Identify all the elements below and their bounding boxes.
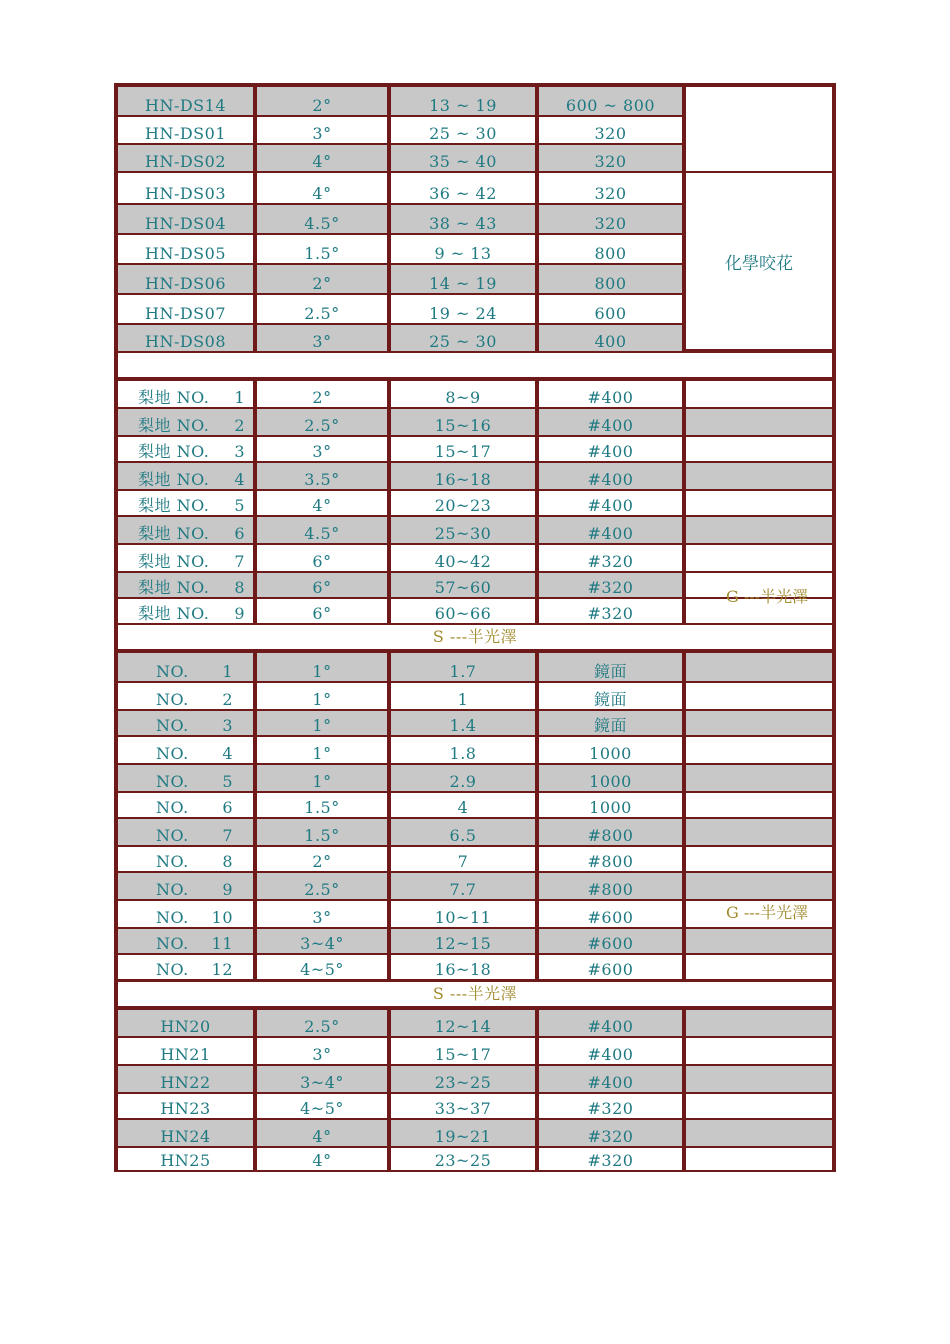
table-row [116, 817, 834, 847]
table-row [116, 1036, 834, 1066]
depth-cell: 9 ~ 13 [389, 233, 537, 265]
depth-cell: 7 [389, 845, 537, 873]
depth-cell: 14 ~ 19 [389, 263, 537, 295]
name-cell [116, 379, 255, 409]
name-prefix: 梨地 NO. [138, 604, 210, 623]
angle-cell: 1.5° [255, 233, 389, 265]
grit-cell: 320 [537, 171, 684, 205]
depth-cell: 8~9 [389, 379, 537, 409]
note-cell [684, 543, 834, 573]
name-cell: HN23 [116, 1092, 255, 1120]
note-cell [684, 1092, 834, 1120]
name-cell: HN21 [116, 1036, 255, 1066]
grit-cell: #320 [537, 1092, 684, 1120]
grit-cell: 1000 [537, 763, 684, 793]
table-row [116, 953, 834, 981]
name-prefix: NO. [156, 744, 189, 763]
name-cell [116, 407, 255, 437]
angle-cell: 2.5° [255, 1008, 389, 1038]
texture-spec-table [114, 83, 836, 1172]
depth-cell: 36 ~ 42 [389, 171, 537, 205]
angle-cell: 2.5° [255, 871, 389, 901]
name-prefix: 梨地 NO. [138, 470, 210, 489]
depth-cell: 23~25 [389, 1146, 537, 1172]
angle-cell: 3° [255, 323, 389, 353]
table-row [116, 1064, 834, 1094]
angle-cell: 4° [255, 1146, 389, 1172]
table-row [116, 927, 834, 955]
angle-cell: 1° [255, 763, 389, 793]
s-gloss-label: S ---半光澤 [432, 627, 518, 646]
grit-cell: #800 [537, 817, 684, 847]
grit-cell: #600 [537, 899, 684, 929]
name-cell [116, 845, 255, 873]
grit-cell: 400 [537, 323, 684, 353]
note-cell [684, 681, 834, 711]
table-row [116, 1118, 834, 1148]
table-row [116, 651, 834, 683]
table-row [116, 735, 834, 765]
name-number: 4 [234, 470, 245, 489]
angle-cell: 1.5° [255, 817, 389, 847]
depth-cell: 16~18 [389, 953, 537, 981]
table-row [116, 461, 834, 491]
section-b-gloss-note: G ---半光澤 [726, 587, 809, 606]
name-number: 6 [234, 524, 245, 543]
name-prefix: NO. [156, 934, 189, 953]
depth-cell: 12~15 [389, 927, 537, 955]
name-prefix: NO. [156, 908, 189, 927]
angle-cell: 4~5° [255, 953, 389, 981]
grit-cell: #400 [537, 1036, 684, 1066]
name-number: 2 [234, 416, 245, 435]
angle-cell: 1° [255, 651, 389, 683]
depth-cell: 19 ~ 24 [389, 293, 537, 325]
name-prefix: 梨地 NO. [138, 496, 210, 515]
grit-cell: 鏡面 [537, 681, 684, 711]
name-cell: HN24 [116, 1118, 255, 1148]
angle-cell: 3° [255, 1036, 389, 1066]
note-cell [684, 407, 834, 437]
name-prefix: NO. [156, 826, 189, 845]
grit-cell: #400 [537, 435, 684, 463]
grit-cell: 800 [537, 263, 684, 295]
name-cell: HN-DS14 [116, 85, 255, 117]
depth-cell: 25 ~ 30 [389, 323, 537, 353]
s-gloss-label-2: S ---半光澤 [432, 984, 518, 1003]
note-cell [684, 763, 834, 793]
grit-cell: #400 [537, 407, 684, 437]
angle-cell: 4° [255, 489, 389, 517]
name-number: 8 [234, 578, 245, 597]
table-row [116, 845, 834, 873]
name-prefix: NO. [156, 690, 189, 709]
angle-cell: 2° [255, 263, 389, 295]
angle-cell: 3.5° [255, 461, 389, 491]
grit-cell: #400 [537, 515, 684, 545]
angle-cell: 4° [255, 143, 389, 173]
depth-cell: 1.7 [389, 651, 537, 683]
note-cell [684, 845, 834, 873]
separator-row-s [116, 623, 834, 651]
name-number: 9 [234, 604, 245, 623]
angle-cell: 2° [255, 845, 389, 873]
name-number: 12 [211, 960, 233, 979]
note-cell [684, 927, 834, 955]
depth-cell: 57~60 [389, 571, 537, 599]
name-cell: HN-DS08 [116, 323, 255, 353]
depth-cell: 7.7 [389, 871, 537, 901]
note-cell [684, 1146, 834, 1172]
table-row [116, 709, 834, 737]
angle-cell: 4.5° [255, 203, 389, 235]
depth-cell: 40~42 [389, 543, 537, 573]
table-row [116, 763, 834, 793]
depth-cell: 19~21 [389, 1118, 537, 1148]
name-cell: HN25 [116, 1146, 255, 1172]
name-number: 7 [234, 552, 245, 571]
name-prefix: NO. [156, 852, 189, 871]
name-cell [116, 651, 255, 683]
depth-cell: 38 ~ 43 [389, 203, 537, 235]
name-cell [116, 899, 255, 929]
table-row [116, 791, 834, 819]
name-cell: HN-DS03 [116, 171, 255, 205]
angle-cell: 4~5° [255, 1092, 389, 1120]
name-cell: HN-DS05 [116, 233, 255, 265]
table-row [116, 1092, 834, 1120]
name-prefix: NO. [156, 662, 189, 681]
name-prefix: NO. [156, 772, 189, 791]
angle-cell: 1° [255, 709, 389, 737]
grit-cell: #800 [537, 845, 684, 873]
angle-cell: 3° [255, 435, 389, 463]
grit-cell: #320 [537, 1146, 684, 1172]
merged-cell-blank [684, 85, 834, 173]
name-number: 1 [234, 388, 245, 407]
table-row [116, 1146, 834, 1172]
name-cell [116, 763, 255, 793]
depth-cell: 35 ~ 40 [389, 143, 537, 173]
name-number: 3 [234, 442, 245, 461]
depth-cell: 25~30 [389, 515, 537, 545]
name-cell [116, 735, 255, 765]
angle-cell: 3~4° [255, 927, 389, 955]
name-number: 4 [222, 744, 233, 763]
name-prefix: NO. [156, 880, 189, 899]
depth-cell: 33~37 [389, 1092, 537, 1120]
grit-cell: 320 [537, 143, 684, 173]
name-cell [116, 681, 255, 711]
angle-cell: 6° [255, 597, 389, 625]
grit-cell: #320 [537, 1118, 684, 1148]
angle-cell: 1° [255, 735, 389, 765]
note-cell [684, 791, 834, 819]
depth-cell: 2.9 [389, 763, 537, 793]
depth-cell: 15~16 [389, 407, 537, 437]
grit-cell: #400 [537, 379, 684, 409]
grit-cell: #600 [537, 927, 684, 955]
table-row [116, 407, 834, 437]
grit-cell: 1000 [537, 791, 684, 819]
name-cell: HN-DS07 [116, 293, 255, 325]
name-cell [116, 791, 255, 819]
grit-cell: 800 [537, 233, 684, 265]
name-number: 9 [222, 880, 233, 899]
name-number: 6 [222, 798, 233, 817]
depth-cell: 1 [389, 681, 537, 711]
grit-cell: 600 [537, 293, 684, 325]
grit-cell: 鏡面 [537, 651, 684, 683]
separator-row [116, 351, 834, 379]
grit-cell: 鏡面 [537, 709, 684, 737]
grit-cell: #320 [537, 543, 684, 573]
merged-cell-chemical-etch [684, 171, 834, 351]
name-number: 5 [222, 772, 233, 791]
angle-cell: 4° [255, 1118, 389, 1148]
section-c-gloss-note: G ---半光澤 [726, 903, 809, 922]
name-cell [116, 953, 255, 981]
name-number: 5 [234, 496, 245, 515]
grit-cell: #320 [537, 571, 684, 599]
depth-cell: 12~14 [389, 1008, 537, 1038]
angle-cell: 1° [255, 681, 389, 711]
depth-cell: 25 ~ 30 [389, 115, 537, 145]
name-cell: HN22 [116, 1064, 255, 1094]
depth-cell: 1.8 [389, 735, 537, 765]
note-cell [684, 735, 834, 765]
depth-cell: 13 ~ 19 [389, 85, 537, 117]
angle-cell: 6° [255, 543, 389, 573]
name-number: 8 [222, 852, 233, 871]
name-cell [116, 489, 255, 517]
note-cell [684, 651, 834, 683]
grit-cell: #600 [537, 953, 684, 981]
depth-cell: 23~25 [389, 1064, 537, 1094]
note-cell [684, 1118, 834, 1148]
table-row [116, 515, 834, 545]
note-cell [684, 1008, 834, 1038]
table-row [116, 1008, 834, 1038]
name-cell [116, 515, 255, 545]
angle-cell: 3° [255, 115, 389, 145]
note-cell [684, 953, 834, 981]
name-prefix: 梨地 NO. [138, 388, 210, 407]
name-cell [116, 543, 255, 573]
name-prefix: NO. [156, 798, 189, 817]
name-cell [116, 435, 255, 463]
name-cell [116, 927, 255, 955]
name-cell [116, 871, 255, 901]
name-number: 10 [211, 908, 233, 927]
name-cell [116, 461, 255, 491]
depth-cell: 60~66 [389, 597, 537, 625]
depth-cell: 15~17 [389, 435, 537, 463]
name-prefix: 梨地 NO. [138, 552, 210, 571]
depth-cell: 15~17 [389, 1036, 537, 1066]
name-prefix: 梨地 NO. [138, 416, 210, 435]
angle-cell: 4.5° [255, 515, 389, 545]
grit-cell: 320 [537, 115, 684, 145]
angle-cell: 2.5° [255, 293, 389, 325]
note-cell [684, 515, 834, 545]
note-cell [684, 379, 834, 409]
name-prefix: 梨地 NO. [138, 442, 210, 461]
grit-cell: #400 [537, 489, 684, 517]
name-prefix: 梨地 NO. [138, 524, 210, 543]
name-cell: HN-DS01 [116, 115, 255, 145]
angle-cell: 3~4° [255, 1064, 389, 1094]
table-row [116, 435, 834, 463]
depth-cell: 20~23 [389, 489, 537, 517]
name-cell [116, 709, 255, 737]
grit-cell: #400 [537, 1008, 684, 1038]
grit-cell: 320 [537, 203, 684, 235]
name-cell [116, 571, 255, 599]
depth-cell: 1.4 [389, 709, 537, 737]
name-cell: HN-DS04 [116, 203, 255, 235]
name-prefix: NO. [156, 960, 189, 979]
note-cell [684, 461, 834, 491]
angle-cell: 2° [255, 379, 389, 409]
depth-cell: 10~11 [389, 899, 537, 929]
table-row [116, 379, 834, 409]
grit-cell: #320 [537, 597, 684, 625]
note-cell [684, 817, 834, 847]
table-row [116, 489, 834, 517]
name-number: 3 [222, 716, 233, 735]
grit-cell: #400 [537, 461, 684, 491]
name-cell [116, 597, 255, 625]
grit-cell: 600 ~ 800 [537, 85, 684, 117]
angle-cell: 2.5° [255, 407, 389, 437]
name-prefix: 梨地 NO. [138, 578, 210, 597]
note-cell [684, 435, 834, 463]
note-cell [684, 1064, 834, 1094]
grit-cell: #400 [537, 1064, 684, 1094]
name-cell: HN-DS06 [116, 263, 255, 295]
grit-cell: 1000 [537, 735, 684, 765]
note-cell [684, 1036, 834, 1066]
angle-cell: 1.5° [255, 791, 389, 819]
name-cell: HN-DS02 [116, 143, 255, 173]
table-row [116, 681, 834, 711]
note-cell [684, 709, 834, 737]
name-prefix: NO. [156, 716, 189, 735]
name-cell: HN20 [116, 1008, 255, 1038]
separator-row-s2 [116, 980, 834, 1008]
note-cell [684, 871, 834, 901]
angle-cell: 6° [255, 571, 389, 599]
table-row [116, 543, 834, 573]
name-number: 2 [222, 690, 233, 709]
angle-cell: 3° [255, 899, 389, 929]
grit-cell: #800 [537, 871, 684, 901]
angle-cell: 4° [255, 171, 389, 205]
name-cell [116, 817, 255, 847]
angle-cell: 2° [255, 85, 389, 117]
name-number: 7 [222, 826, 233, 845]
chemical-etch-label: 化學咬花 [725, 253, 793, 274]
name-number: 11 [211, 934, 233, 953]
depth-cell: 4 [389, 791, 537, 819]
depth-cell: 6.5 [389, 817, 537, 847]
depth-cell: 16~18 [389, 461, 537, 491]
note-cell [684, 489, 834, 517]
table-row [116, 871, 834, 901]
name-number: 1 [222, 662, 233, 681]
